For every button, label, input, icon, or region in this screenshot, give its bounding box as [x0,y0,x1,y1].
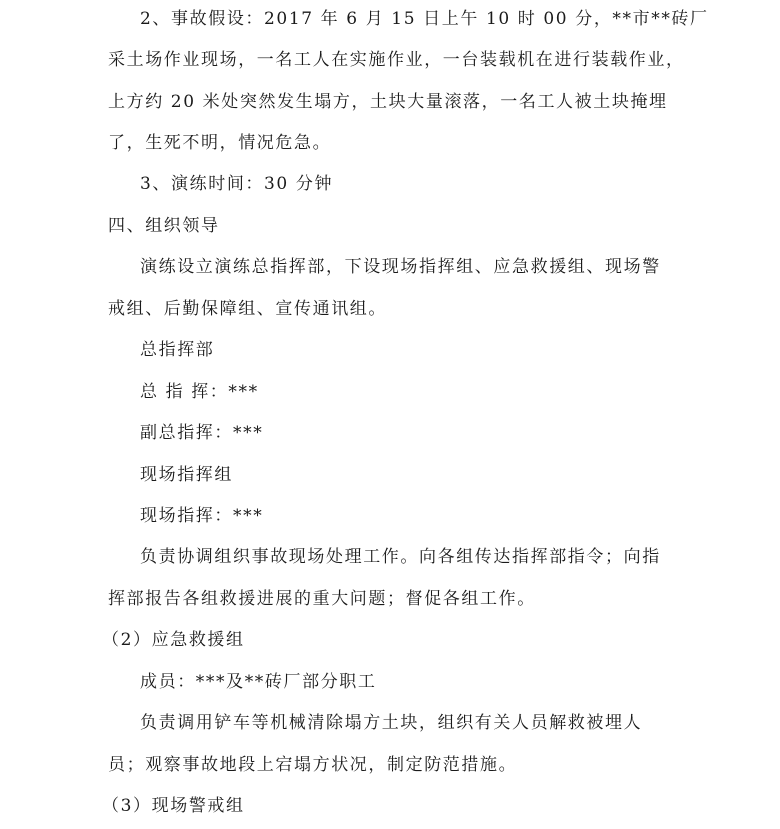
role-line: 副总指挥：*** [140,423,264,443]
paragraph-line: 上方约 20 米处突然发生塌方，土块大量滚落，一名工人被土块掩埋 [108,92,668,112]
role-line: 现场指挥：*** [140,506,264,526]
paragraph-line: 了，生死不明，情况危急。 [108,133,332,153]
paragraph-line: 负责调用铲车等机械清除塌方土块，组织有关人员解救被埋人 [140,713,643,733]
section-heading: 四、组织领导 [108,216,220,236]
role-line: 成员：***及**砖厂部分职工 [140,672,377,692]
subsection-title: 现场指挥组 [140,465,233,485]
paragraph-line: 戒组、后勤保障组、宣传通讯组。 [108,299,387,319]
paragraph-line: 挥部报告各组救援进展的重大问题；督促各组工作。 [108,589,536,609]
paragraph-line: 负责协调组织事故现场处理工作。向各组传达指挥部指令；向指 [140,547,661,567]
paragraph-line: 演练设立演练总指挥部，下设现场指挥组、应急救援组、现场警 [140,257,661,277]
paragraph-line: 2、事故假设：2017 年 6 月 15 日上午 10 时 00 分，**市**砖厂 [140,9,709,29]
subsection-title: （3）现场警戒组 [102,796,245,816]
subsection-title: 总指挥部 [140,340,215,360]
paragraph-line: 采土场作业现场，一名工人在实施作业，一台装载机在进行装载作业， [108,50,685,70]
subsection-title: （2）应急救援组 [102,630,245,650]
paragraph-line: 员；观察事故地段上宕塌方状况，制定防范措施。 [108,755,518,775]
paragraph-line: 3、演练时间：30 分钟 [140,174,334,194]
role-line: 总 指 挥：*** [140,382,259,402]
